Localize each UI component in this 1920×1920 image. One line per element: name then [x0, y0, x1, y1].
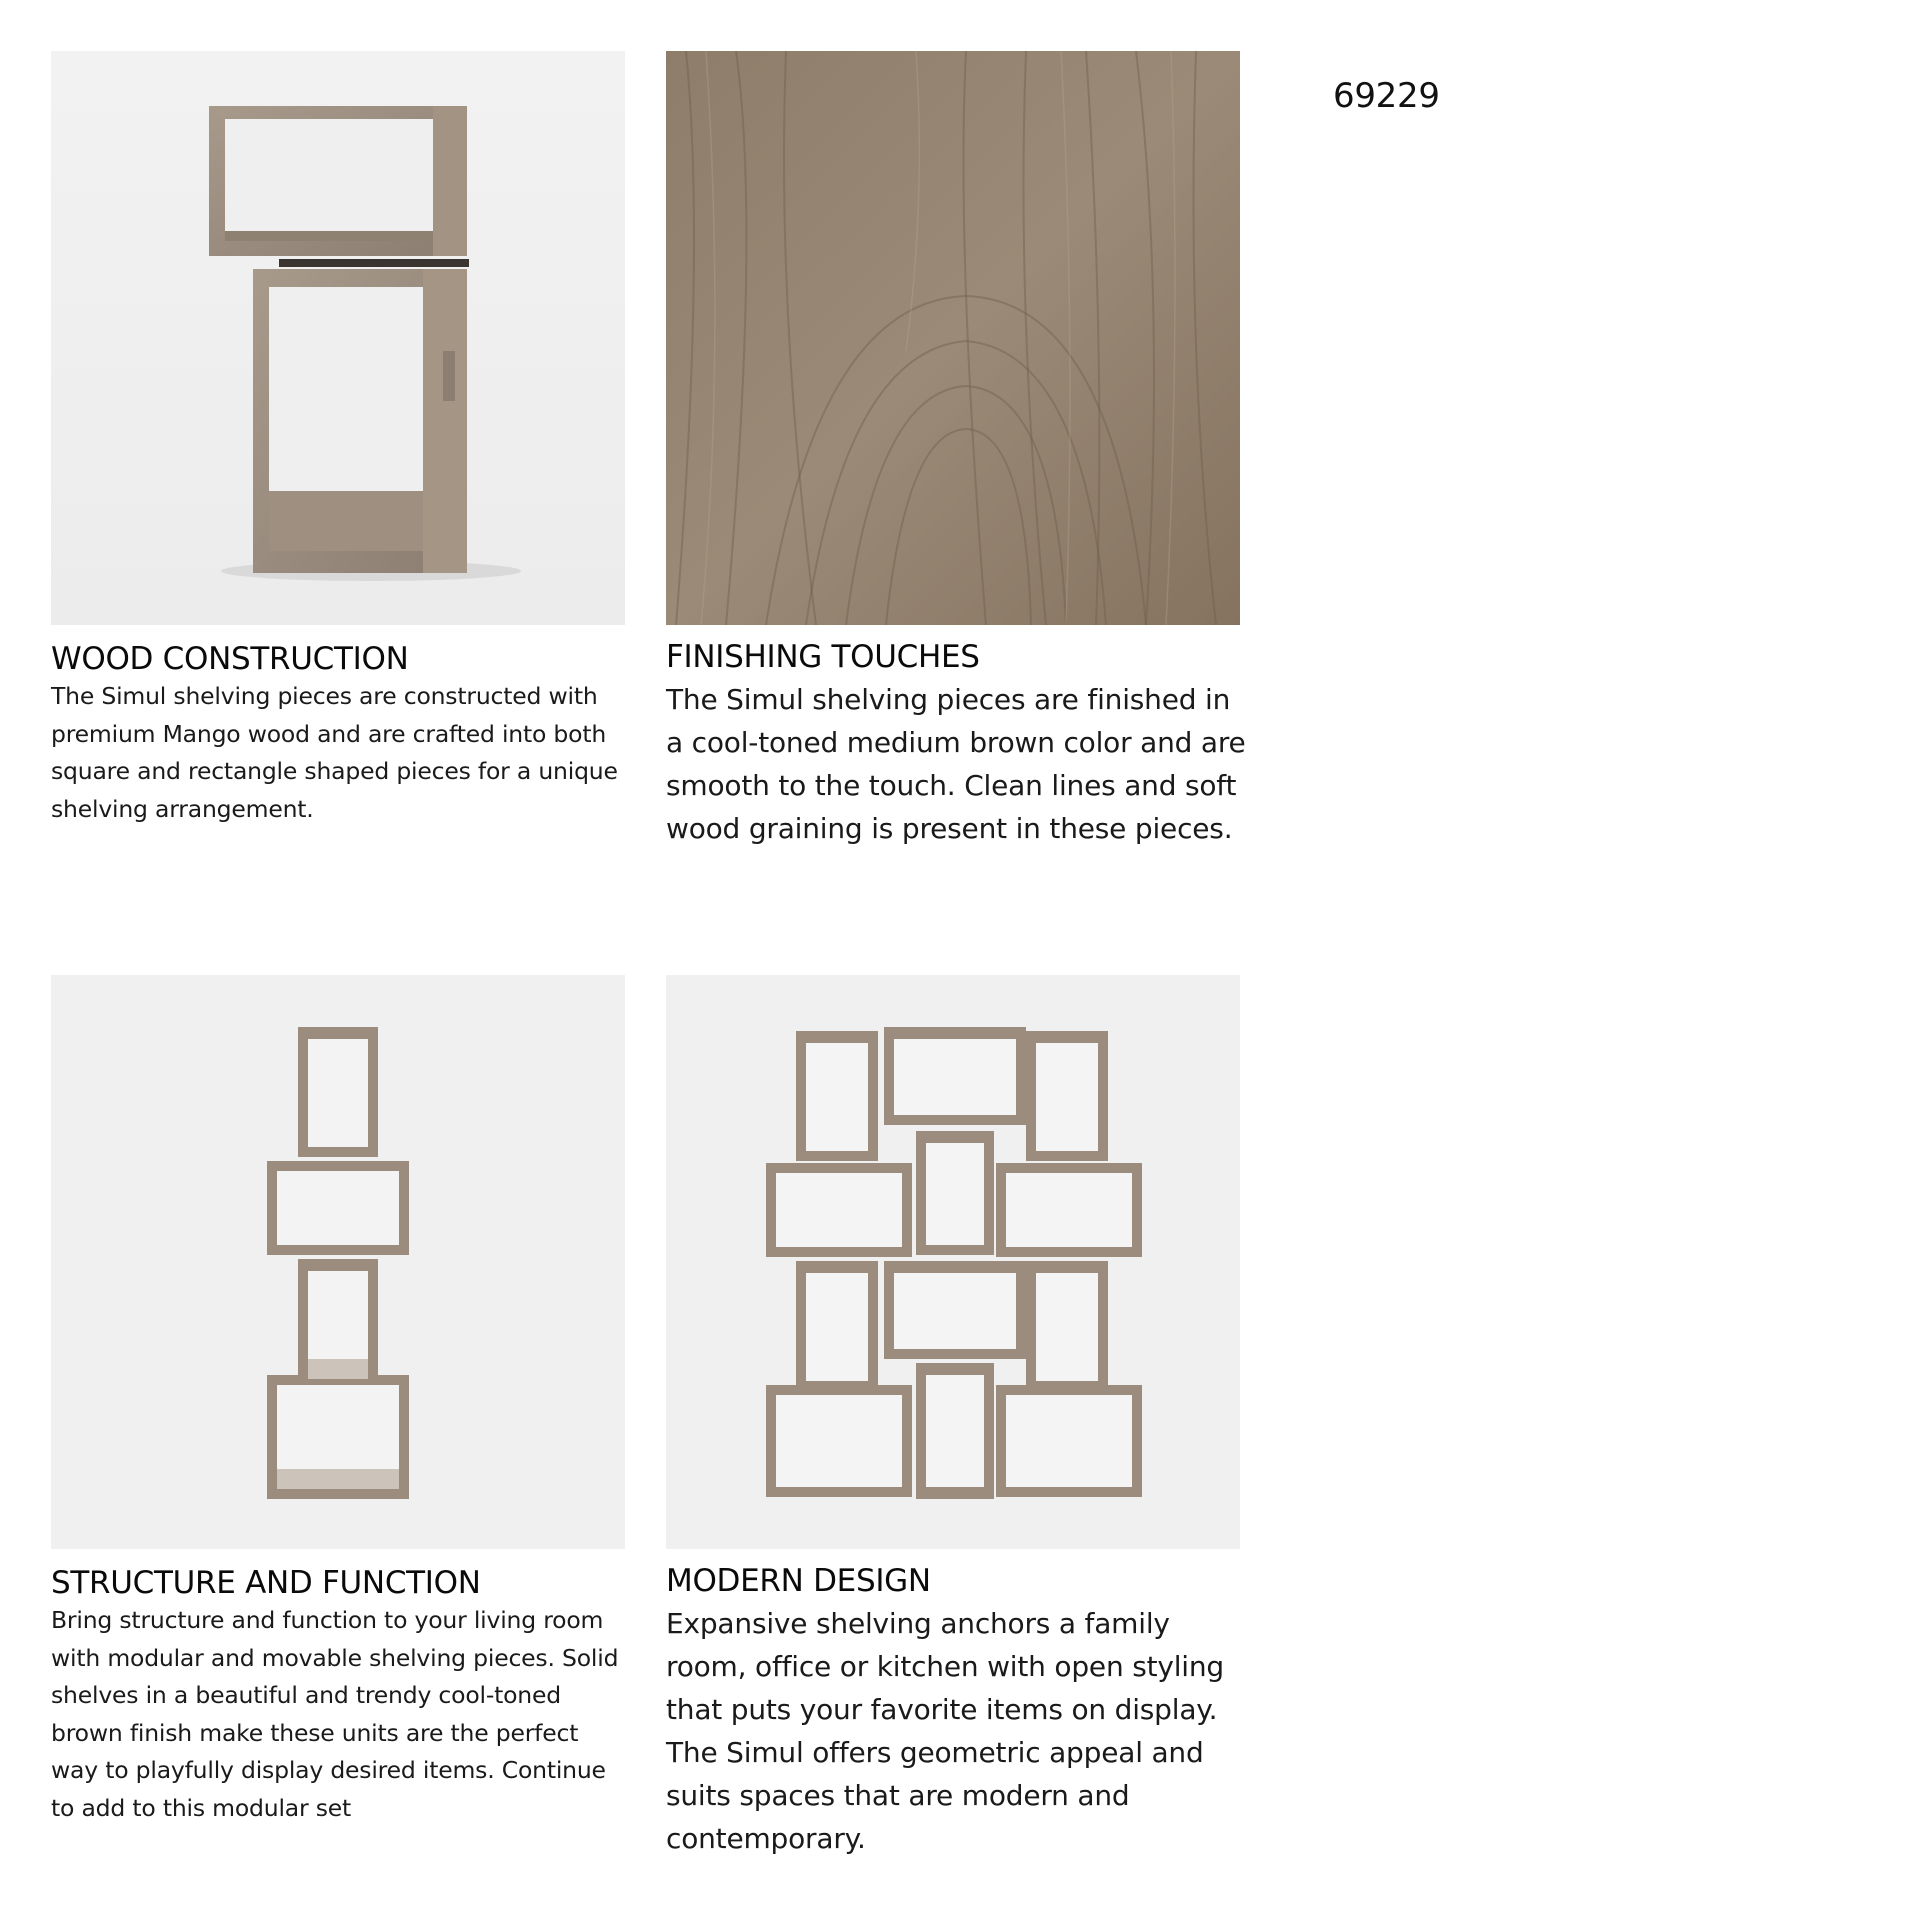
- product-sku: 69229: [1333, 76, 1440, 116]
- modern-design-description: Expansive shelving anchors a family room, office or kitchen with open styling that puts your favorite items on display. The Simul offers geometric appeal and suits spaces that are modern and contemporary.: [666, 1607, 1225, 1855]
- structure-and-function-heading: STRUCTURE AND FUNCTION: [51, 1565, 481, 1601]
- stacked-two-box-shelf-image: [51, 51, 625, 625]
- structure-and-function-description: Bring structure and function to your living room with modular and movable shelving pieces. Solid shelves in a beautiful and trendy cool-toned brown finish make these units are the perfect way to playfully display desired items. Continue to add to this modular set: [51, 1606, 619, 1822]
- wall-grid-arrangement-image: [666, 975, 1240, 1549]
- wood-construction-heading: WOOD CONSTRUCTION: [51, 641, 409, 677]
- finishing-touches-heading: FINISHING TOUCHES: [666, 639, 980, 675]
- finishing-touches-description: The Simul shelving pieces are finished in a cool-toned medium brown color and are smooth to the touch. Clean lines and soft wood graining is present in these pieces.: [666, 683, 1246, 845]
- vertical-four-box-arrangement-image: [51, 975, 625, 1549]
- modern-design-heading: MODERN DESIGN: [666, 1563, 931, 1599]
- wood-construction-description: The Simul shelving pieces are constructed with premium Mango wood and are crafted into both square and rectangle shaped pieces for a unique shelving arrangement.: [51, 682, 618, 823]
- wood-grain-closeup-image: [666, 51, 1240, 625]
